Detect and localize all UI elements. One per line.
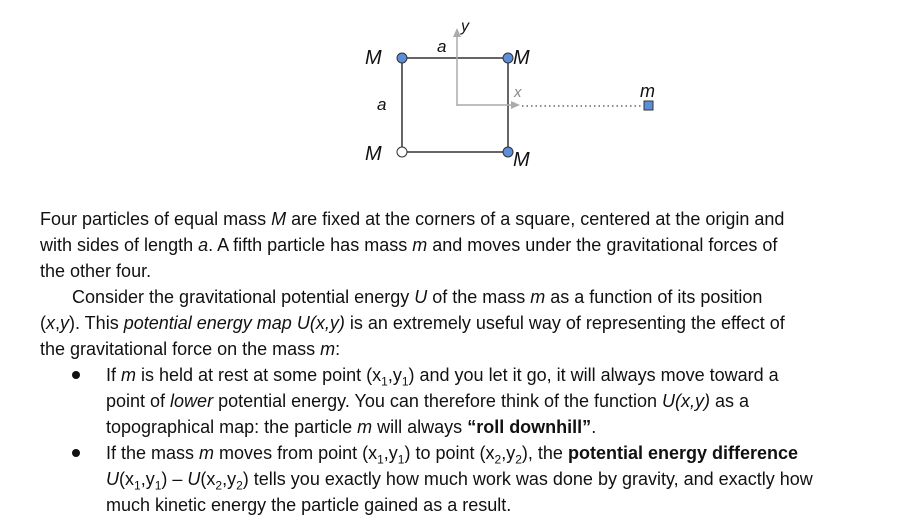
side-label-top: a <box>437 37 447 56</box>
mass-top-left <box>397 53 407 63</box>
bullet-list <box>0 362 920 518</box>
mass-top-right <box>503 53 513 63</box>
para1-line2: with sides of length a. A fifth particle has mass m and moves under the gravitational forces of <box>40 235 778 255</box>
bullet2-line1: If the mass m moves from point $(x_1,y_1)$ to point $(x_2,y_2)$, the potential energy difference <box>106 443 799 467</box>
para2-line3: the gravitational force on the mass m: <box>40 339 341 359</box>
bullet-dot-icon <box>72 371 80 379</box>
side-label-left: a <box>377 95 387 114</box>
x-axis-arrow <box>511 101 520 109</box>
bullet1-line1: If m is held at rest at some point $(x_1,y_1)$ and you let it go, it will always move toward a <box>106 365 779 389</box>
square-masses-diagram <box>0 0 920 180</box>
mass-label-top-right: M <box>513 47 530 69</box>
y-axis-label: y <box>461 18 469 35</box>
x-axis-label: x <box>514 84 522 101</box>
problem-text <box>0 206 920 518</box>
paragraph-1 <box>0 206 920 284</box>
bullet-dot-icon <box>72 449 80 457</box>
para1-line3: the other four. <box>40 261 152 281</box>
y-axis-arrow <box>453 28 461 37</box>
para1-line1: Four particles of equal mass M are fixed at the corners of a square, centered at the origin and <box>40 209 785 229</box>
bullet1-line3: topographical map: the particle m will always “roll downhill”. <box>106 417 597 437</box>
bullet2-line2: $U(x_1,y_1) - U(x_2,y_2)$ tells you exactly how much work was done by gravity, and exactly how <box>106 469 813 493</box>
paragraph-2 <box>0 284 920 362</box>
bullet-item-2 <box>0 440 920 518</box>
test-mass-marker <box>644 101 653 110</box>
mass-label-bottom-left: M <box>365 143 382 165</box>
para2-line2: (x,y). This potential energy map U(x,y) is an extremely useful way of representing the effect of <box>40 313 785 333</box>
mass-label-top-left: M <box>365 47 382 69</box>
para2-line1: Consider the gravitational potential energy U of the mass m as a function of its position <box>72 287 763 307</box>
bullet-item-1 <box>0 362 920 440</box>
mass-label-bottom-right: M <box>513 149 530 171</box>
test-mass-label: m <box>640 81 655 101</box>
bullet1-line2: point of lower potential energy. You can therefore think of the function U(x,y) as a <box>106 391 750 411</box>
mass-bottom-right <box>503 147 513 157</box>
bullet2-line3: much kinetic energy the particle gained as a result. <box>106 495 512 515</box>
mass-bottom-left <box>397 147 407 157</box>
